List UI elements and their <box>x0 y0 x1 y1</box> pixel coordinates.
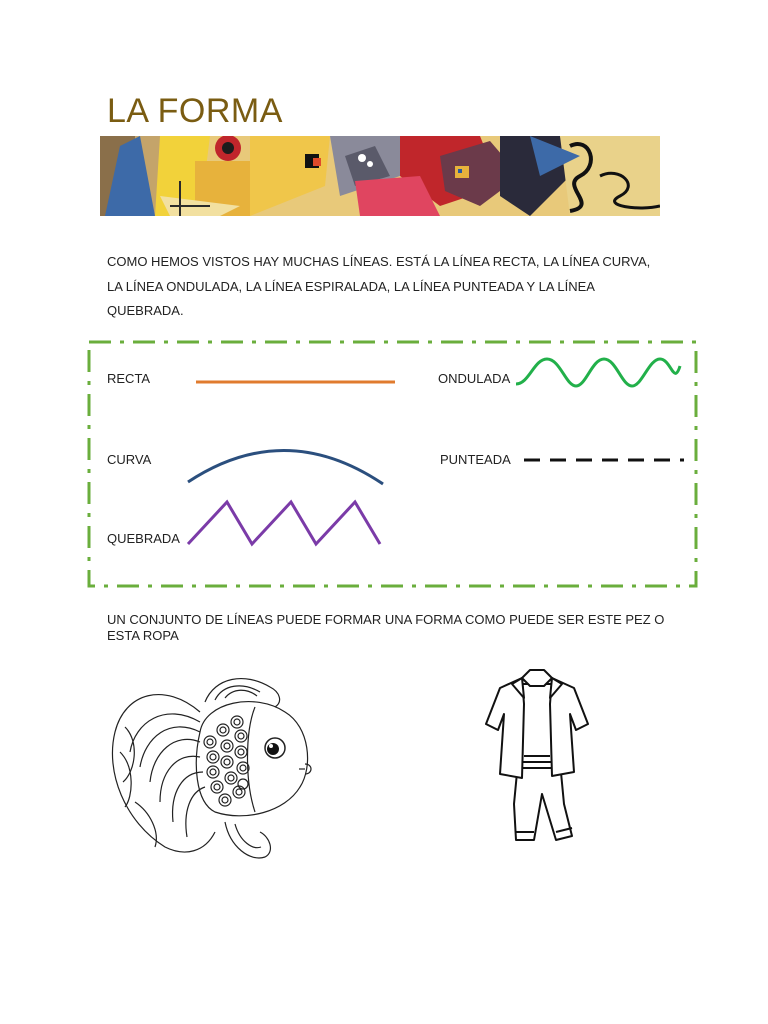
wavy-line-sample <box>514 354 684 394</box>
curved-line-sample <box>185 436 390 488</box>
dashed-line-sample <box>524 455 686 465</box>
page-title: LA FORMA <box>107 92 283 130</box>
fish-illustration <box>105 672 315 867</box>
zigzag-line-sample <box>185 498 385 548</box>
label-punteada: PUNTEADA <box>440 452 511 467</box>
label-curva: CURVA <box>107 452 152 467</box>
shapes-paragraph: UN CONJUNTO DE LÍNEAS PUEDE FORMAR UNA FORMA COMO PUEDE SER ESTE PEZ O ESTA ROPA <box>107 612 665 643</box>
label-recta: RECTA <box>107 371 151 386</box>
abstract-painting-banner <box>100 136 660 216</box>
intro-paragraph: COMO HEMOS VISTOS HAY MUCHAS LÍNEAS. ESTÁ LA LÍNEA RECTA, LA LÍNEA CURVA, LA LÍNEA ONDULADA, LA LÍNEA ESPIRALADA, LA LÍNEA PUNTEADA Y LA LÍNEA QUEBRADA. <box>107 254 651 318</box>
label-ondulada: ONDULADA <box>438 371 511 386</box>
clothes-illustration <box>478 664 596 852</box>
label-quebrada: QUEBRADA <box>107 531 180 546</box>
straight-line-sample <box>195 378 397 386</box>
